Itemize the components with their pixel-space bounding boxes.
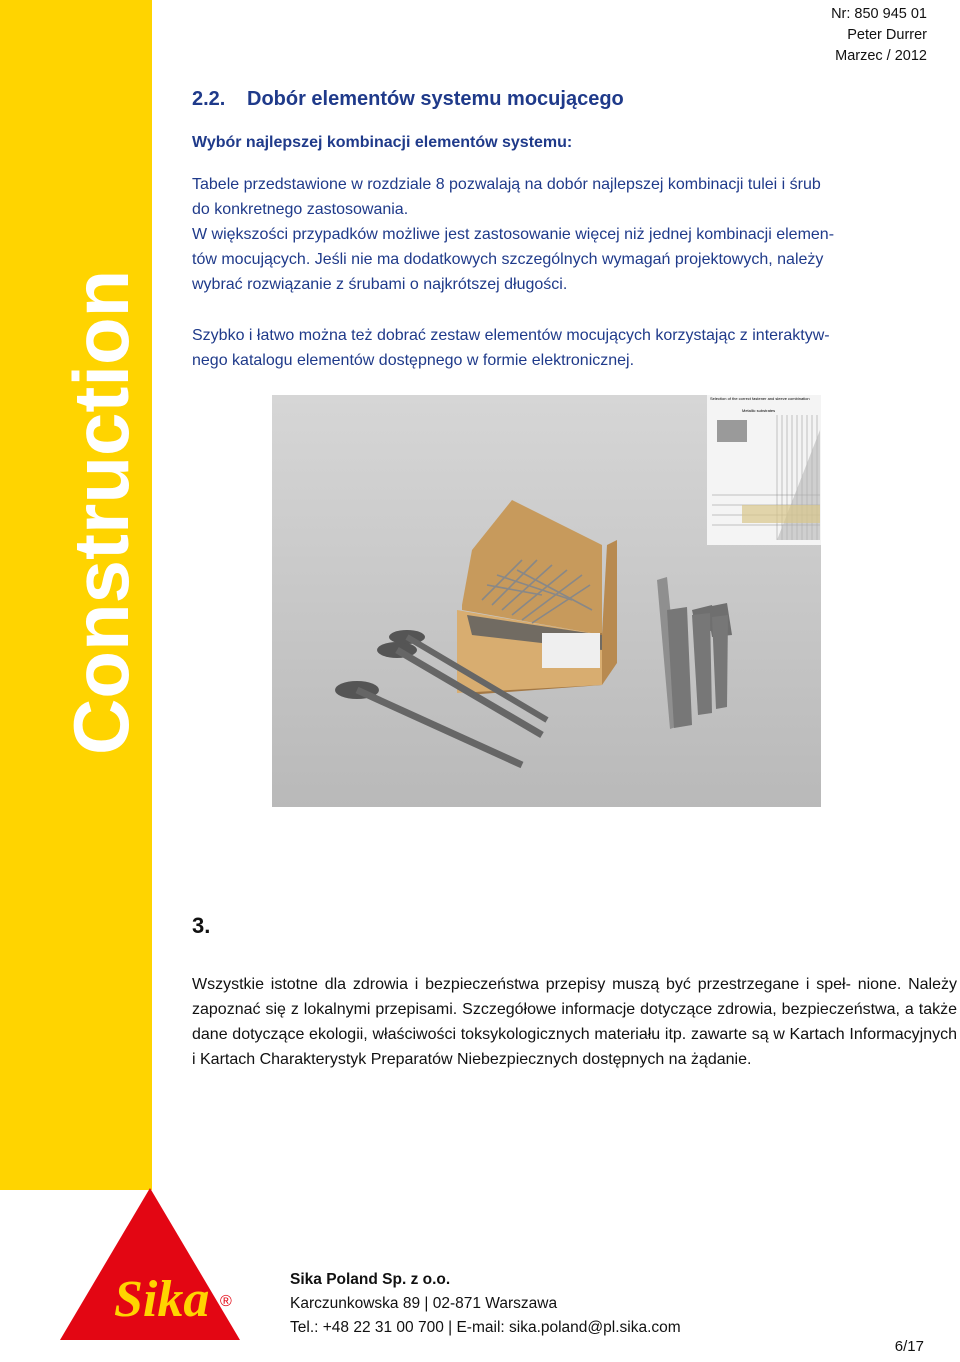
doc-author: Peter Durrer bbox=[847, 27, 927, 43]
section-title-text: Dobór elementów systemu mocującego bbox=[247, 88, 624, 110]
doc-number: Nr: 850 945 01 bbox=[831, 6, 927, 22]
paragraph-line: Tabele przedstawione w rozdziale 8 pozwalają na dobór najlepszej kombinacji tulei i śrub bbox=[192, 176, 821, 193]
paragraph-line: Szybko i łatwo można też dobrać zestaw elementów mocujących korzystając z interaktyw- bbox=[192, 327, 830, 344]
company-address: Karczunkowska 89 | 02-871 Warszawa bbox=[290, 1295, 558, 1312]
safety-paragraph: Wszystkie istotne dla zdrowia i bezpieczeństwa przepisy muszą być przestrzegane i speł- nione. Należy zapoznać się z lokalnymi przepisami. Szczegółowe informacje dotyczące zdrowia, bezpieczeństwa, a także dane dotyczące ekologii, właściwości toksykologicznych materiału itp. zawarte są w Kartach Informacyjnych i Kartach Charakterystyk Preparatów Niebezpiecznych dostępnych na żądanie. bbox=[192, 976, 957, 1068]
construction-label: Construction bbox=[57, 269, 145, 755]
paragraph-line: tów mocujących. Jeśli nie ma dodatkowych szczególnych wymagań projektowych, należy bbox=[192, 251, 824, 268]
registered-mark: ® bbox=[220, 1293, 232, 1310]
section-3-number: 3. bbox=[192, 913, 211, 938]
company-contact: Tel.: +48 22 31 00 700 | E-mail: sika.poland@pl.sika.com bbox=[290, 1319, 681, 1336]
company-name: Sika Poland Sp. z o.o. bbox=[290, 1271, 451, 1288]
doc-date: Marzec / 2012 bbox=[835, 48, 927, 64]
product-photo bbox=[272, 395, 821, 807]
paragraph-line: W większości przypadków możliwe jest zastosowanie więcej niż jednej kombinacji elemen- bbox=[192, 226, 835, 243]
logo-wordmark: Sika bbox=[114, 1271, 210, 1328]
section-number: 2.2. bbox=[192, 88, 226, 110]
selection-chart-sheet bbox=[707, 395, 821, 545]
sheet-title: Selection of the correct fastener and sleeve combination bbox=[710, 396, 810, 401]
document-header bbox=[831, 4, 927, 67]
paragraph-1 bbox=[192, 172, 937, 222]
paragraph-line: nego katalogu elementów dostępnego w formie elektronicznej. bbox=[192, 352, 635, 369]
paragraph-2 bbox=[192, 222, 937, 297]
section-title bbox=[192, 88, 624, 111]
paragraph-line: wybrać rozwiązanie z śrubami o najkrótszej długości. bbox=[192, 276, 568, 293]
footer-contact bbox=[290, 1268, 681, 1340]
paragraph-line: do konkretnego zastosowania. bbox=[192, 201, 409, 218]
sheet-subtitle: Metallic substrates bbox=[742, 408, 776, 413]
page-number: 6/17 bbox=[894, 1338, 924, 1355]
section-subheading: Wybór najlepszej kombinacji elementów systemu: bbox=[192, 134, 573, 151]
sika-logo bbox=[60, 1188, 240, 1340]
paragraph-3 bbox=[192, 323, 937, 373]
